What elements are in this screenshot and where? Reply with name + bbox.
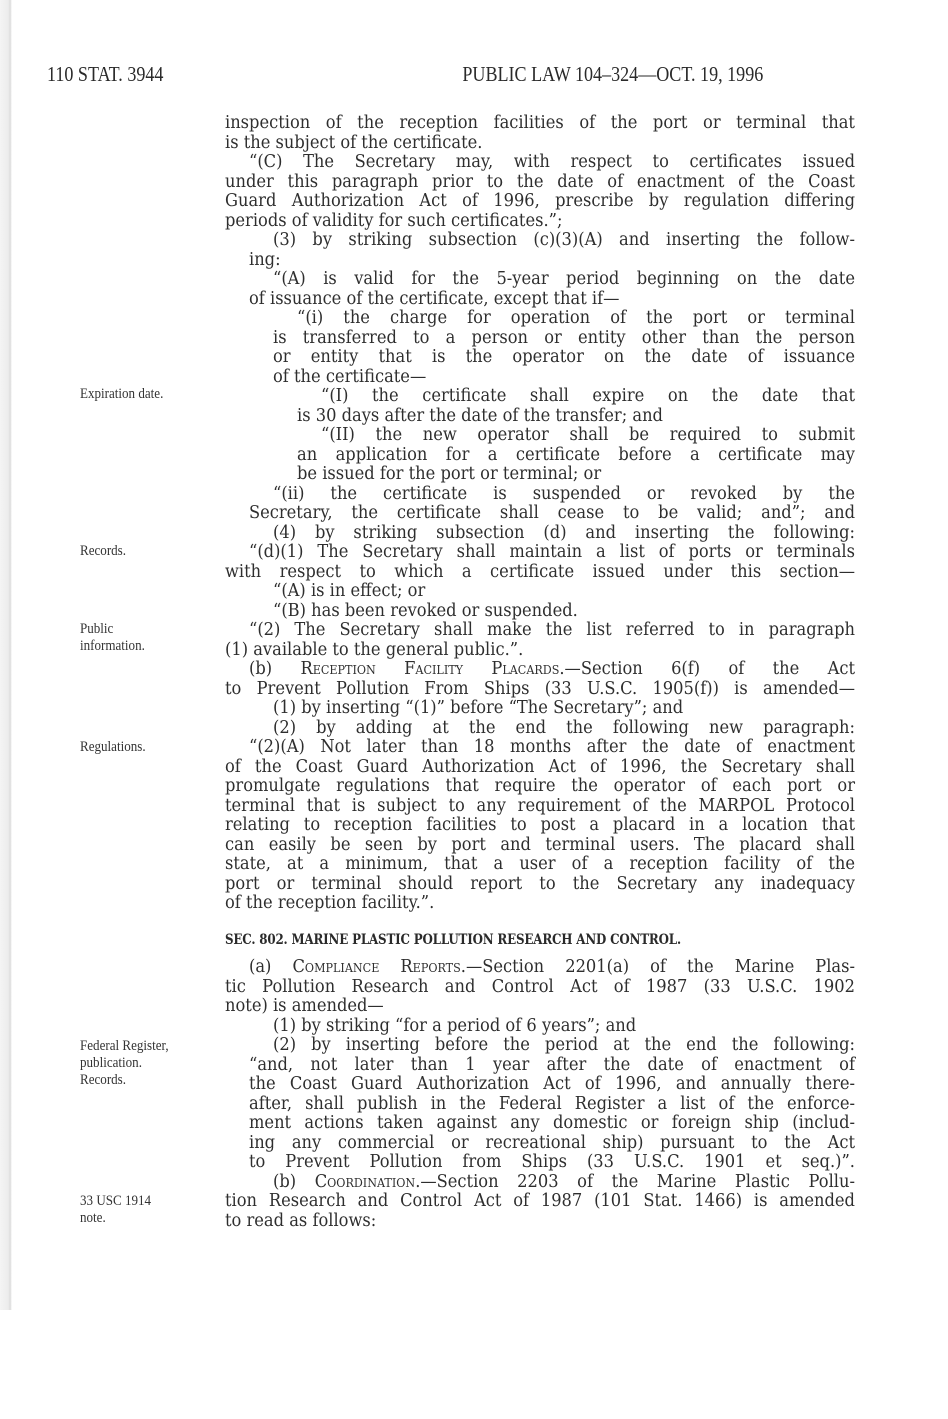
text-span: .—Section 6(f) of the Act	[559, 659, 855, 679]
text-line: an application for a certificate before a certificate may	[297, 445, 855, 465]
text-line: tion Research and Control Act of 1987 (101 Stat. 1466) is amended	[225, 1191, 855, 1211]
text-line: promulgate regulations that require the operator of each port or	[225, 776, 855, 796]
text-line: to Prevent Pollution from Ships (33 U.S.C. 1901 et seq.)”.	[249, 1152, 855, 1172]
text-line: Secretary, the certificate shall cease to be valid; and”; and	[249, 503, 855, 523]
text-line: periods of validity for such certificates.”;	[225, 211, 563, 231]
subsection-a-compliance-reports	[249, 957, 855, 977]
public-law-title: PUBLIC LAW 104–324—OCT. 19, 1996	[462, 62, 764, 86]
text-line: of the reception facility.”.	[225, 893, 435, 913]
margin-note-line: 33 USC 1914	[80, 1193, 152, 1209]
margin-note-federal-register	[80, 1038, 169, 1089]
text-line: of the certificate—	[273, 367, 427, 387]
text-line: port or terminal should report to the Secretary any inadequacy	[225, 874, 855, 894]
margin-note-line: Records.	[80, 1072, 127, 1088]
text-line: to read as follows:	[225, 1211, 377, 1231]
subsection-b-coordination	[273, 1172, 855, 1192]
text-line: can easily be seen by port and terminal users. The placard shall	[225, 835, 855, 855]
section-heading-802: SEC. 802. MARINE PLASTIC POLLUTION RESEARCH AND CONTROL.	[225, 932, 681, 948]
subsection-heading: Compliance Reports	[292, 957, 461, 977]
margin-note-regulations	[80, 739, 146, 756]
margin-note-records	[80, 543, 126, 560]
text-line: state, at a minimum, that a user of a reception facility of the	[225, 854, 855, 874]
text-line: (1) by striking “for a period of 6 years”; and	[273, 1016, 637, 1036]
margin-note-line: Records.	[80, 543, 127, 559]
margin-note-usc-1914	[80, 1193, 151, 1227]
text-line: is transferred to a person or entity other than the person	[273, 328, 855, 348]
text-line: of issuance of the certificate, except that if—	[249, 289, 620, 309]
text-line: be issued for the port or terminal; or	[297, 464, 602, 484]
margin-note-line: note.	[80, 1210, 106, 1226]
margin-note-line: Expiration date.	[80, 386, 164, 402]
text-line: “(I) the certificate shall expire on the date that	[321, 386, 855, 406]
text-line: or entity that is the operator on the date of issuance	[273, 347, 855, 367]
text-line: “(ii) the certificate is suspended or revoked by the	[273, 484, 855, 504]
text-line: “(A) is in effect; or	[273, 581, 426, 601]
text-line: “(i) the charge for operation of the port or terminal	[297, 308, 855, 328]
text-line: with respect to which a certificate issued under this section—	[225, 562, 855, 582]
text-line: after, shall publish in the Federal Register a list of the enforce-	[249, 1094, 855, 1114]
text-line: to Prevent Pollution From Ships (33 U.S.C. 1905(f)) is amended—	[225, 679, 855, 699]
stat-page-number: 110 STAT. 3944	[47, 62, 164, 86]
page-edge-shadow	[0, 0, 12, 1310]
text-line: (3) by striking subsection (c)(3)(A) and inserting the follow-	[273, 230, 855, 250]
text-line: of the Coast Guard Authorization Act of 1996, the Secretary shall	[225, 757, 855, 777]
margin-note-line: publication.	[80, 1055, 142, 1071]
text-line: “(d)(1) The Secretary shall maintain a list of ports or terminals	[249, 542, 855, 562]
text-line: relating to reception facilities to post a placard in a location that	[225, 815, 855, 835]
text-line: “and, not later than 1 year after the date of enactment of	[249, 1055, 855, 1075]
margin-note-line: information.	[80, 638, 145, 654]
text-line: note) is amended—	[225, 996, 384, 1016]
text-line: inspection of the reception facilities of the port or terminal that	[225, 113, 855, 133]
margin-note-line: Federal Register,	[80, 1038, 169, 1054]
text-span: (b)	[273, 1172, 315, 1192]
text-line: is the subject of the certificate.	[225, 133, 483, 153]
subsection-heading: Reception Facility Placards	[300, 659, 560, 679]
margin-note-expiration-date	[80, 386, 163, 403]
text-line: (4) by striking subsection (d) and inserting the following:	[273, 523, 855, 543]
text-line: terminal that is subject to any requirement of the MARPOL Protocol	[225, 796, 855, 816]
text-line: ing any commercial or recreational ship) pursuant to the Act	[249, 1133, 855, 1153]
margin-note-line: Public	[80, 621, 114, 637]
text-span: .—Section 2203 of the Marine Plastic Pollu-	[415, 1172, 855, 1192]
text-span: .—Section 2201(a) of the Marine Plas-	[460, 957, 855, 977]
text-line: under this paragraph prior to the date of enactment of the Coast	[225, 172, 855, 192]
text-line: ing:	[249, 250, 281, 270]
margin-note-line: Regulations.	[80, 739, 146, 755]
text-line: (2) by adding at the end the following new paragraph:	[273, 718, 855, 738]
subsection-heading: Coordination	[314, 1172, 416, 1192]
text-line: “(B) has been revoked or suspended.	[273, 601, 578, 621]
text-line: is 30 days after the date of the transfer; and	[297, 406, 663, 426]
text-line: “(A) is valid for the 5-year period beginning on the date	[273, 269, 855, 289]
text-line: (2) by inserting before the period at the end the following:	[273, 1035, 855, 1055]
text-line: ment actions taken against any domestic or foreign ship (includ-	[249, 1113, 855, 1133]
text-line: “(2)(A) Not later than 18 months after the date of enactment	[249, 737, 855, 757]
text-line: “(II) the new operator shall be required to submit	[321, 425, 855, 445]
subsection-b-reception-facility-placards	[249, 659, 855, 679]
text-line: tic Pollution Research and Control Act of 1987 (33 U.S.C. 1902	[225, 977, 855, 997]
text-line: Guard Authorization Act of 1996, prescribe by regulation differing	[225, 191, 855, 211]
page-header	[47, 62, 822, 92]
text-line: (1) by inserting “(1)” before “The Secretary”; and	[273, 698, 684, 718]
margin-note-public-information	[80, 621, 145, 655]
text-span: (a)	[249, 957, 293, 977]
text-line: (1) available to the general public.”.	[225, 640, 524, 660]
text-line: the Coast Guard Authorization Act of 1996, and annually there-	[249, 1074, 855, 1094]
text-line: “(2) The Secretary shall make the list referred to in paragraph	[249, 620, 855, 640]
text-span: (b)	[249, 659, 301, 679]
text-line: “(C) The Secretary may, with respect to certificates issued	[249, 152, 855, 172]
